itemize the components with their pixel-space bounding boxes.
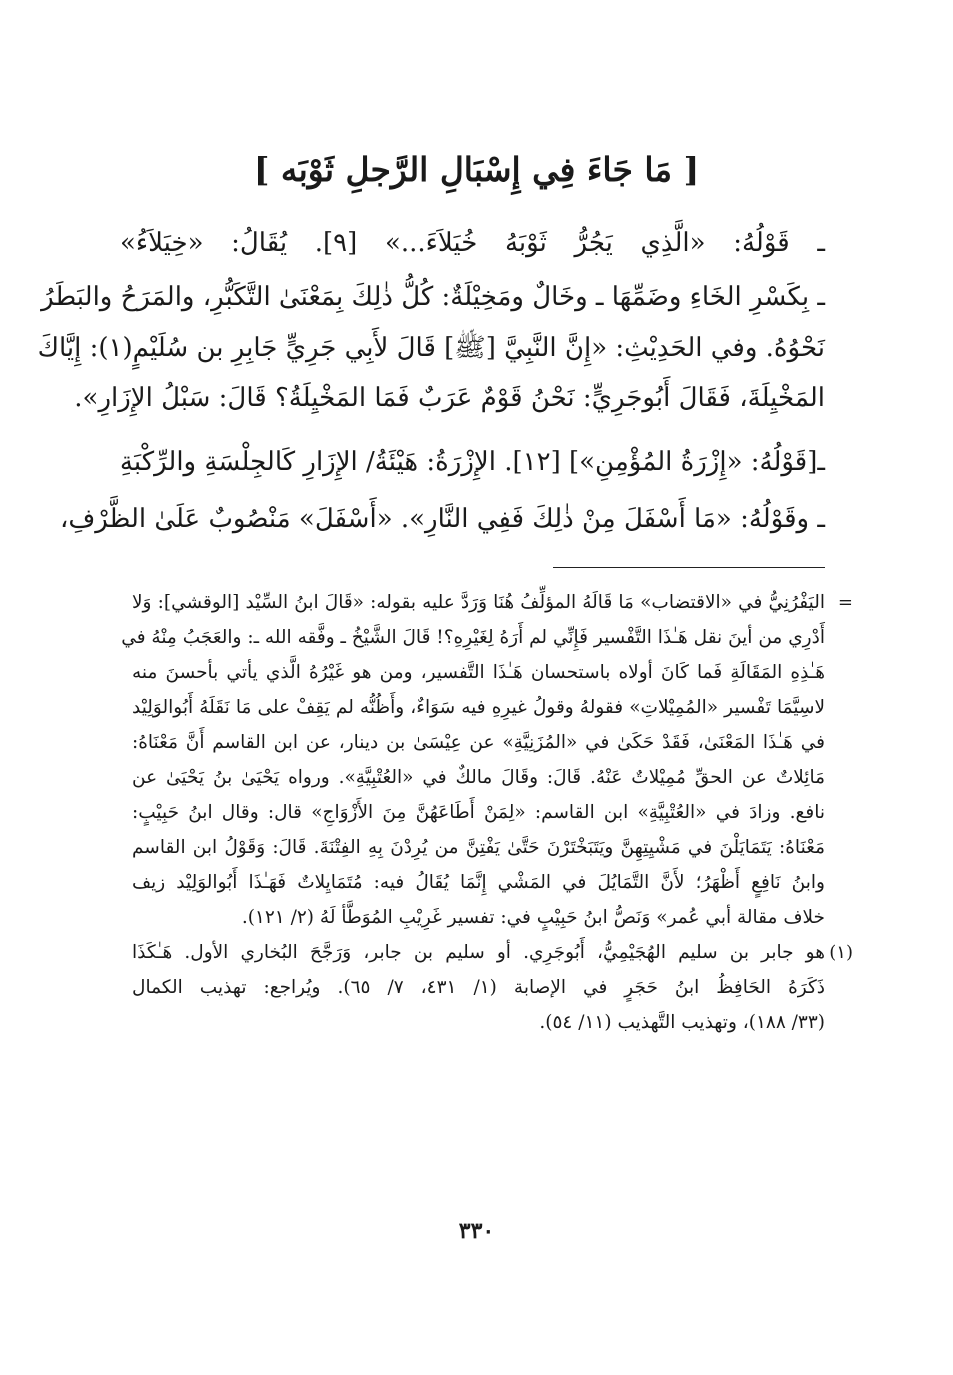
footnote-line: في هَـٰذَا المَعْنَىٰ، فَقَدْ حَكَىٰ في «المُزَنِيَّةِ» عن عِيْسَىٰ بن دينار، عن ابن القاسم أَنَّ مَعْنَاهُ: bbox=[132, 732, 825, 753]
main-text-line: ـ وقَوْلُهُ: «مَا أَسْفَلَ مِنْ ذٰلِكَ فَفِي النَّارِ». «أَسْفَلَ» مَنْصُوبٌ عَلَىٰ الظَّرْفِ، bbox=[59, 504, 825, 534]
footnote-line: مَائِلاتٌ عن الحقِّ مُمِيْلاتٌ عَنْهُ. قَالَ: وقَالَ مالكٌ في «العُتْبِيَّةِ». ورواه يَحْيَىٰ بنُ يَحْيَىٰ عن bbox=[132, 767, 825, 788]
main-text-line: ـ قَوْلُهُ: «الَّذِي يَجُرُّ ثَوْبَهُ خُيَلاَءَ...» [٩]. يُقَالُ: «خِيَلاَءُ» bbox=[120, 228, 825, 258]
page-number: ٣٣٠ bbox=[458, 1218, 495, 1244]
footnote-line: وابنُ نَافِعٍ أَظْهَرُ؛ لأَنَّ التَّمَايُلَ في المَشْي إِنَّمَا يُقَالُ فيه: مُتَمَايِلاتٌ فَهَـٰذَا أَبُوالوَلِيْد زيف bbox=[132, 872, 825, 893]
main-text-line: المَخْيِلَةَ، فَقَالَ أَبُوجَرِيٍّ: نَحْنُ قَوْمٌ عَرَبٌ فَمَا المَخْيِلَةُ؟ قَالَ: سَبْلُ الإِزَارِ». bbox=[74, 383, 825, 413]
footnote-line: أَدْرِي من أينَ نقل هَـٰذَا التَّفْسير فَإِنِّي لم أَرَهُ لِغَيْرِهِ؟! قَالَ الشَّيْخُ ـ وفَّقه الله ـ: والعَجَبُ مِنْهُ في bbox=[121, 627, 825, 648]
footnote-line: اليَفْرُنِيُّ في «الاقتضاب» مَا قَالَهُ المؤلِّفُ هُنَا وَرَدَّ عليه بقوله: «قَالَ ابنُ السِّيْد [الوقشي]: وَلا bbox=[132, 592, 825, 613]
footnote-line: مَعْنَاهُ: يَتَمَايَلْنَ في مَشْيِتِهِنَّ ويَتَبَخْتَرْنَ حَتَّىٰ يَفْتِنَّ من يُرِدْنَ بِهِ الفِتْنَةَ. قَالَ: وَقَوْلُ ابن القاسم bbox=[132, 837, 825, 858]
footnote-line: نافع. وزادَ في «العُتْبِيَّةِ» ابن القاسم: «لِمَنْ أَطَاعَهُنَّ مِنَ الأَزْوَاجِ» قال: وقال ابنُ حَبِيْبٍ: bbox=[132, 802, 825, 823]
footnote-line: (٣٣/ ١٨٨)، وتهذيب التَّهذيب (١١/ ٥٤). bbox=[539, 1012, 825, 1033]
main-text-line: ـ[قَوْلُهُ: «إِزْرَةُ المُؤْمِنِ»] [١٢]. الإِزْرَةُ: هَيْئَةُ/ الإِزَارِ كَالجِلْسَةِ والرِّكْبَةِ bbox=[119, 447, 825, 477]
footnote-separator bbox=[553, 567, 825, 568]
section-title: [ مَا جَاءَ فِي إِسْبَالِ الرَّجلِ ثَوْبَه ] bbox=[253, 150, 700, 189]
footnote-continuation-marker: = bbox=[837, 592, 853, 613]
main-text-line: نَحْوُهُ. وفي الحَدِيْثِ: «إِنَّ النَّبِيَّ [ﷺ] قَالَ لأَبِي جَرِيٍّ جَابِرِ بن سُلَيْمٍ(١): إِيَّاكَ bbox=[37, 333, 825, 363]
footnote-line: خلاف مقالة أبي عُمر» وَنَصُّ ابنُ حَبِيْبٍ في: تفسير غَرِيْبِ المُوَطَّأ لَهُ (٢/ ١٢١). bbox=[241, 907, 825, 928]
footnote-line: لاسِيَّمَا تَفْسير «المُمِيْلاتِ» فقولهُ وقولُ غيرِهِ فيه سَوَاءٌ، وأَظُنُّه لم يَقِفْ على مَا نَقَلَهُ أَبُوالوَلِيْد bbox=[132, 697, 825, 718]
footnote-number: (١) bbox=[829, 942, 853, 963]
footnote-line: ذَكَرَهُ الحَافِظُ ابنُ حَجَرٍ في الإصابة (١/ ٤٣١، ٧/ ٦٥). ويُراجع: تهذيب الكمال bbox=[132, 977, 826, 998]
main-text-line: ـ بِكَسْرِ الخَاءِ وضَمِّهَا ـ وخَالٌ ومَخِيْلَةٌ: كُلُّ ذٰلِكَ بِمَعْنَىٰ التَّكَبُّرِ، والمَرَحُ والبَطَرُ bbox=[41, 282, 825, 312]
footnote-line: هَـٰذِهِ المَقَالَةِ فَما كَانَ أولاه باستحسان هَـٰذَا التَّفسير، ومن هو غَيْرُهُ الَّذي يأتي بأحسنَ منه bbox=[132, 662, 825, 683]
footnote-line: هو جابر بن سليم الهُجَيْمِيُّ، أَبُوجَرِي. أو سليم بن جابر، وَرَجَّحَ البُخاري الأول. هَـٰكَذَا bbox=[132, 942, 825, 963]
